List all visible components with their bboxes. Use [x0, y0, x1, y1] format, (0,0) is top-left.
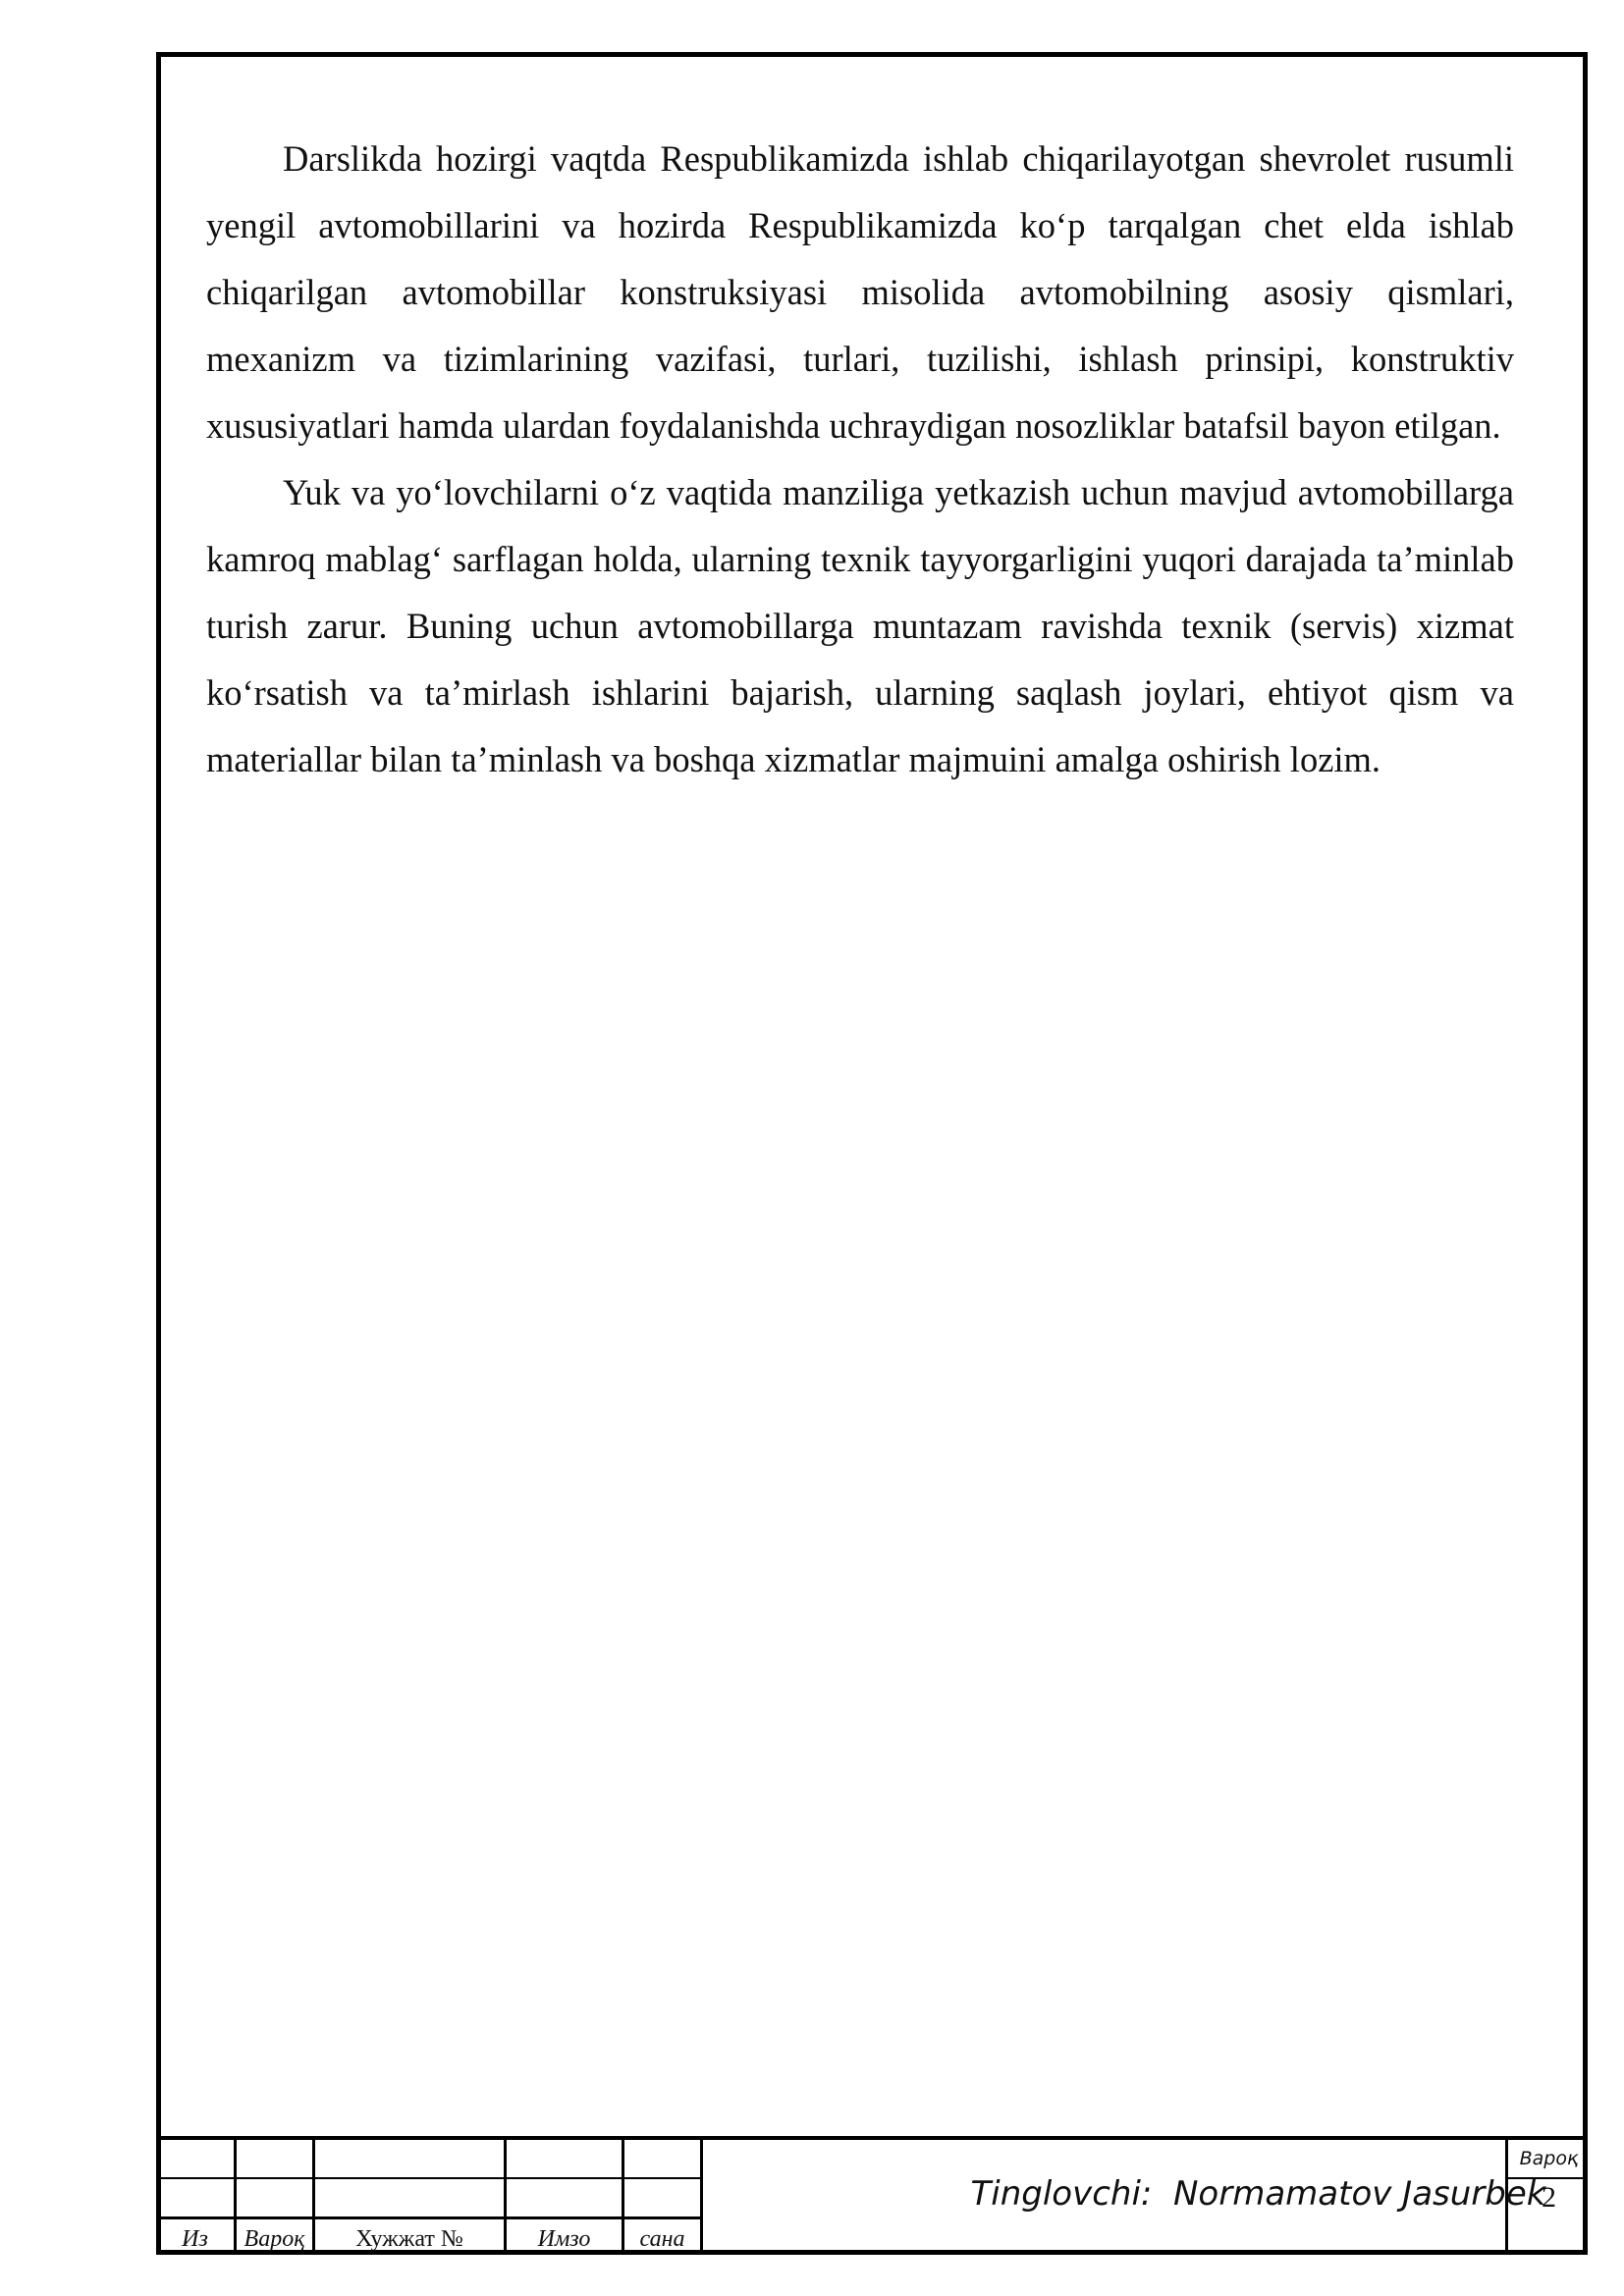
title-block	[156, 2136, 1588, 2255]
stamp-row-line	[156, 2216, 700, 2219]
stamp-col-imzo: Имзо	[537, 2226, 591, 2252]
document-body	[206, 126, 1514, 793]
sheet-number: 2	[1542, 2181, 1556, 2214]
paragraph-1: Darslikda hozirgi vaqtda Respublikamizda ishlab chiqarilayotgan shevrolet rusumli yengil avtomobillarini va hozirda Respublikamizda ko‘p tarqalgan chet elda ishlab chiqarilgan avtomobillar konstruksiyasi misolida avtomobilning asosiy qismlari, mexanizm va tizimlarining vazifasi, turlari, tuzilishi, ishlash prinsipi, konstruktiv xususiyatlari hamda ulardan foydalanishda uchraydigan nosozliklar batafsil bayon etilgan.	[206, 138, 1514, 446]
signer-name: Tinglovchi: Normamatov Jasurbek	[970, 2174, 1546, 2214]
stamp-col-varoq: Вароқ	[244, 2226, 305, 2252]
stamp-col-iz: Из	[182, 2226, 208, 2252]
stamp-row-line	[156, 2177, 700, 2179]
stamp-col-sana: сана	[639, 2226, 685, 2252]
stamp-divider	[700, 2140, 703, 2255]
sheet-label: Вароқ	[1519, 2148, 1579, 2169]
paragraph-2: Yuk va yo‘lovchilarni o‘z vaqtida manziliga yetkazish uchun mavjud avtomobillarga kamroq mablag‘ sarflagan holda, ularning texnik tayyorgarligini yuqori darajada ta’minlab turish zarur. Buning uchun avtomobillarga muntazam ravishda texnik (servis) xizmat ko‘rsatish va ta’mirlash ishlarini bajarish, ularning saqlash joylari, ehtiyot qism va materiallar bilan ta’minlash va boshqa xizmatlar majmuini amalga oshirish lozim.	[206, 472, 1514, 779]
stamp-col-hujjat: Хужжат №	[355, 2226, 463, 2252]
